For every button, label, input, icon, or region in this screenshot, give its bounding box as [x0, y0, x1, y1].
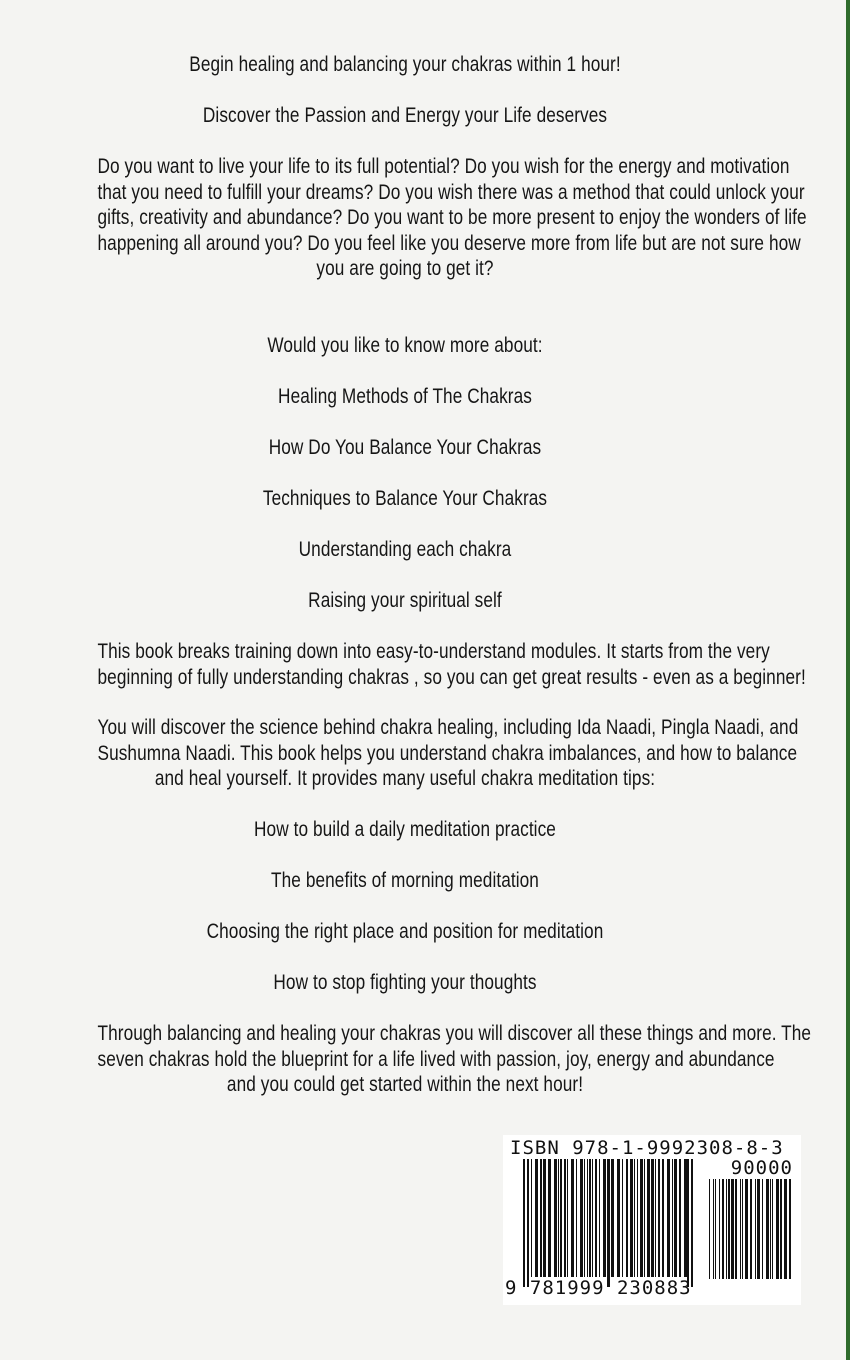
barcode-bar — [684, 1159, 687, 1277]
barcode-bar — [603, 1159, 606, 1277]
topic-item: Techniques to Balance Your Chakras — [262, 487, 548, 510]
barcode-bar — [543, 1159, 546, 1277]
science-line: Sushumna Naadi. This book helps you understand chakra imbalances, and how to balance — [97, 741, 798, 765]
barcode-bar — [571, 1159, 574, 1277]
barcode-bar — [745, 1179, 748, 1279]
barcode-bar — [548, 1159, 551, 1277]
closing-paragraph — [30, 1021, 812, 1098]
barcode-bar — [564, 1159, 566, 1277]
barcode-bar — [772, 1179, 773, 1279]
barcode-bar — [766, 1179, 769, 1279]
intro-line: happening all around you? Do you feel like you deserve more from life but are not sure how — [97, 231, 801, 255]
barcode-bar — [687, 1159, 689, 1287]
barcode-bar — [662, 1159, 664, 1277]
barcode-bar — [637, 1159, 638, 1277]
intro-line: Do you want to live your life to its full potential? Do you wish for the energy and motivation — [97, 155, 790, 178]
barcode-bar — [750, 1179, 752, 1279]
barcode-bar — [672, 1159, 673, 1277]
barcode-bar — [531, 1159, 532, 1277]
barcode-bar — [592, 1159, 593, 1277]
barcode-bar — [789, 1179, 791, 1279]
barcode-bar — [784, 1179, 787, 1279]
barcode-bar — [713, 1179, 714, 1279]
barcode-bar — [726, 1179, 727, 1279]
barcode-bar — [611, 1159, 614, 1277]
barcode-bar — [599, 1159, 600, 1277]
ean-digits — [505, 1277, 692, 1299]
tip-item: Choosing the right place and position for meditation — [206, 920, 604, 943]
barcode-bar — [651, 1159, 654, 1277]
barcode-bar — [540, 1159, 542, 1277]
barcode-bar — [644, 1159, 645, 1277]
barcode-bar — [622, 1159, 623, 1277]
barcode-bar — [674, 1159, 677, 1277]
barcode-bar — [762, 1179, 763, 1279]
tip-item: The benefits of morning meditation — [271, 869, 539, 892]
barcode-bar — [719, 1179, 720, 1279]
know-more-heading: Would you like to know more about: — [267, 334, 543, 357]
barcode-bar — [589, 1159, 591, 1277]
barcode-bar — [776, 1179, 779, 1279]
barcode-bar — [523, 1159, 525, 1287]
isbn-barcode — [503, 1135, 801, 1305]
barcode-bar — [595, 1159, 597, 1277]
barcode-bar — [742, 1179, 743, 1279]
modules-line: This book breaks training down into easy-to-understand modules. It starts from the very — [97, 640, 770, 663]
barcode-bar — [728, 1179, 730, 1279]
barcode-bar — [735, 1179, 737, 1279]
barcode-bar — [560, 1159, 562, 1277]
subheadline: Discover the Passion and Energy your Life deserves — [202, 104, 608, 127]
tip-item: How to stop fighting your thoughts — [273, 971, 537, 994]
barcode-bar — [679, 1159, 681, 1277]
barcode-bar — [576, 1159, 577, 1277]
barcode-bar — [770, 1179, 771, 1279]
intro-paragraph — [30, 154, 807, 282]
barcode-bar — [755, 1179, 756, 1279]
closing-line: Through balancing and healing your chakras you will discover all these things and more. The — [97, 1022, 812, 1045]
barcode-bar — [580, 1159, 583, 1277]
barcode-bar — [634, 1159, 635, 1277]
topic-item: Understanding each chakra — [298, 538, 512, 561]
intro-line: you are going to get it? — [316, 257, 494, 280]
barcode-bar — [722, 1179, 724, 1279]
barcode-bar — [587, 1159, 588, 1277]
price-code: 90000 — [730, 1157, 793, 1179]
barcode-bar — [626, 1159, 628, 1277]
barcode-bar — [607, 1159, 610, 1287]
barcode-bar — [658, 1159, 660, 1277]
barcode-bar — [655, 1159, 656, 1277]
ean-first-digit: 9 — [505, 1277, 518, 1299]
barcode-bar — [527, 1159, 529, 1287]
barcode-bar — [535, 1159, 538, 1277]
science-paragraph — [30, 715, 799, 792]
barcode-bar — [567, 1159, 568, 1277]
barcode-bar — [667, 1159, 670, 1277]
barcode-bar — [709, 1179, 710, 1279]
closing-line: seven chakras hold the blueprint for a life lived with passion, joy, energy and abundance — [97, 1047, 775, 1071]
barcode-bar — [558, 1159, 559, 1277]
isbn-label: ISBN 978-1-9992308-8-3 — [510, 1137, 784, 1159]
barcode-bar — [647, 1159, 650, 1277]
ean-remaining-digits: 781999 230883 — [529, 1277, 692, 1299]
barcode-bar — [740, 1179, 741, 1279]
modules-paragraph — [30, 639, 806, 690]
intro-line: gifts, creativity and abundance? Do you want to be more present to enjoy the wonders of life — [97, 206, 807, 229]
tip-item: How to build a daily meditation practice — [254, 818, 556, 841]
barcode-bar — [691, 1159, 693, 1287]
closing-line: and you could get started within the next hour! — [226, 1073, 584, 1096]
headline: Begin healing and balancing your chakras within 1 hour! — [189, 53, 621, 76]
barcode-bar — [554, 1159, 557, 1277]
topic-item: Healing Methods of The Chakras — [278, 385, 532, 408]
modules-line: beginning of fully understanding chakras , so you can get great results - even as a beginner! — [97, 665, 806, 689]
barcode-bar — [584, 1159, 585, 1277]
barcode-bar — [715, 1179, 716, 1279]
science-line: You will discover the science behind chakra healing, including Ida Naadi, Pingla Naadi, and — [97, 716, 799, 739]
spine-edge — [846, 0, 850, 1360]
barcode-bar — [780, 1179, 782, 1279]
barcode-bar — [617, 1159, 620, 1277]
barcode-bar — [630, 1159, 633, 1277]
barcode-bar — [640, 1159, 643, 1277]
topic-item: How Do You Balance Your Chakras — [268, 436, 542, 459]
barcode-bar — [731, 1179, 734, 1279]
barcode-bar — [757, 1179, 760, 1279]
science-line: and heal yourself. It provides many useful chakra meditation tips: — [154, 767, 656, 790]
topic-item: Raising your spiritual self — [308, 589, 502, 612]
intro-line: that you need to fulfill your dreams? Do you wish there was a method that could unlock your — [97, 180, 805, 204]
